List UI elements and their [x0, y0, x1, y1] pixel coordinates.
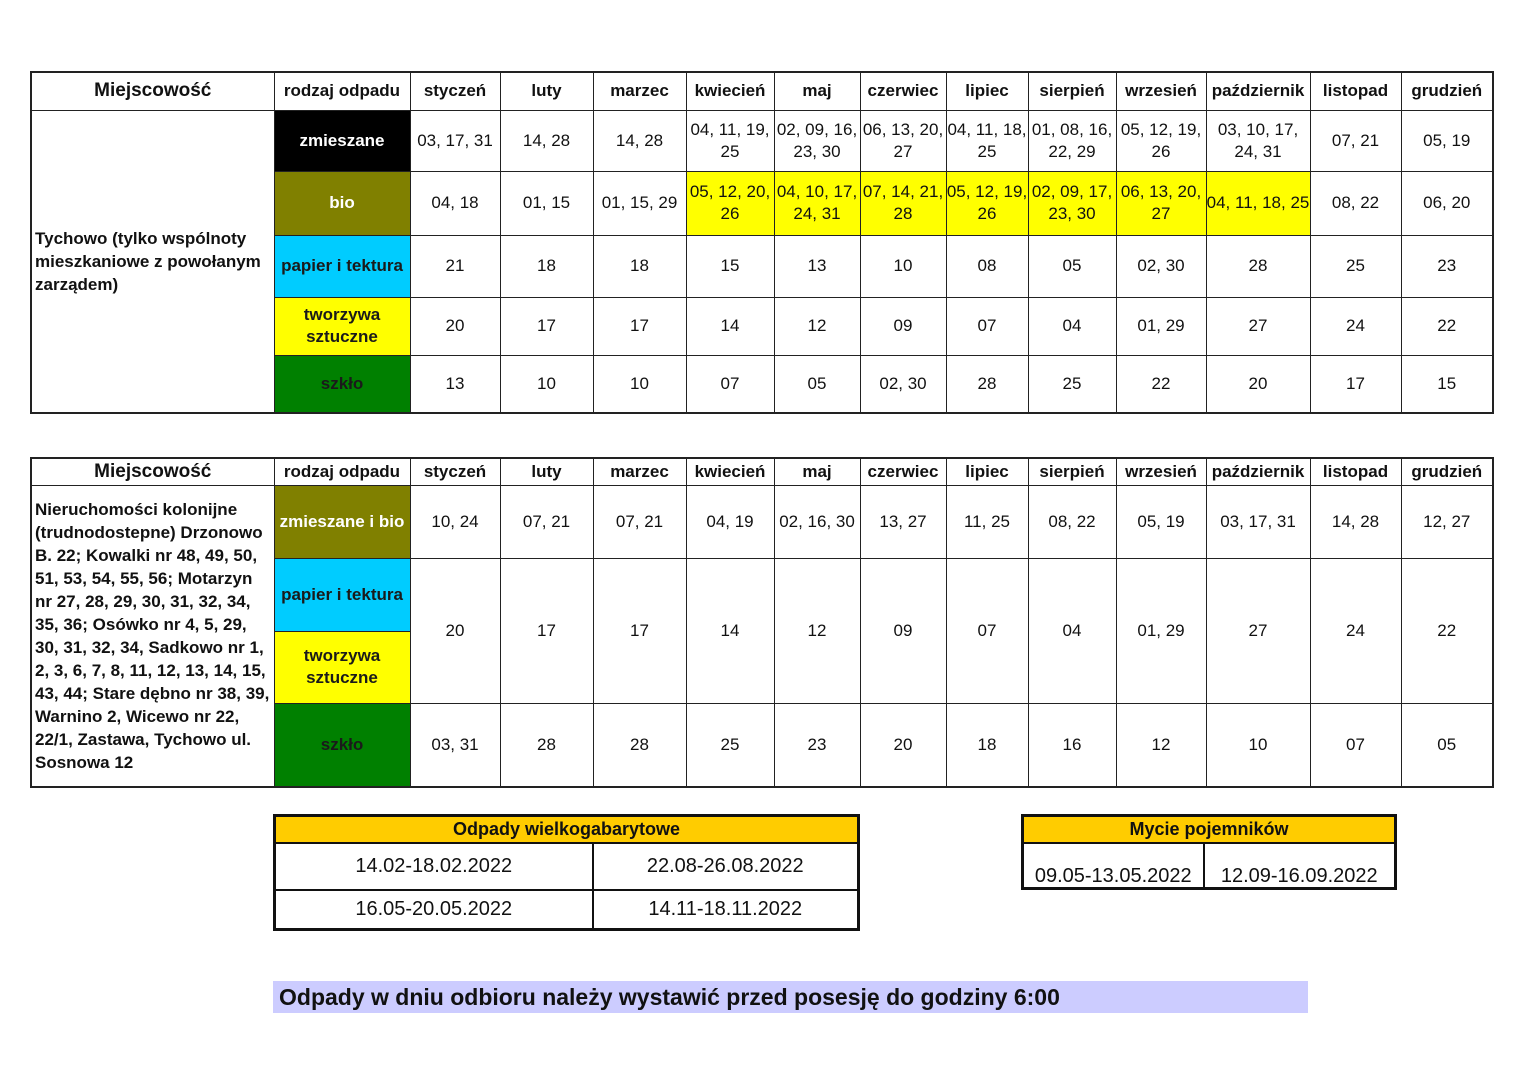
- date-cell: 05: [1401, 703, 1493, 787]
- location-header: Miejscowość: [31, 72, 274, 110]
- date-cell: 03, 31: [410, 703, 500, 787]
- waste-type-bio: bio: [274, 171, 410, 235]
- date-cell: 01, 15: [500, 171, 593, 235]
- date-cell: 02, 30: [860, 355, 946, 413]
- date-cell: 15: [686, 235, 774, 297]
- month-header: styczeń: [410, 458, 500, 485]
- header-row: [31, 458, 1493, 485]
- month-header: maj: [774, 458, 860, 485]
- month-header: kwiecień: [686, 72, 774, 110]
- bulky-date: 22.08-26.08.2022: [593, 843, 859, 890]
- date-cell: 02, 16, 30: [774, 485, 860, 558]
- date-cell: 12: [774, 297, 860, 355]
- washing-date: 12.09-16.09.2022: [1204, 843, 1396, 889]
- month-header: styczeń: [410, 72, 500, 110]
- date-cell: 21: [410, 235, 500, 297]
- date-cell: 01, 08, 16, 22, 29: [1028, 110, 1116, 171]
- date-cell: 22: [1401, 558, 1493, 703]
- month-header: lipiec: [946, 458, 1028, 485]
- date-cell: 03, 10, 17, 24, 31: [1206, 110, 1310, 171]
- date-cell: 24: [1310, 558, 1401, 703]
- month-header: wrzesień: [1116, 458, 1206, 485]
- bulky-waste-table: [273, 814, 860, 931]
- schedule-table-colonies: [30, 457, 1494, 788]
- date-cell-highlighted: 05, 12, 19, 26: [946, 171, 1028, 235]
- month-header: październik: [1206, 72, 1310, 110]
- date-cell: 05, 19: [1401, 110, 1493, 171]
- location-cell: Nieruchomości kolonijne (trudnodostepne) Drzonowo B. 22; Kowalki nr 48, 49, 50, 51, 53, 54, 55, 56; Motarzyn nr 27, 28, 29, 30, 31, 32, 34, 35, 36; Osówko nr 4, 5, 29, 30, 31, 32, 34, Sadkowo nr 1, 2, 3, 6, 7, 8, 11, 12, 13, 14, 15, 43, 44; Stare dębno nr 38, 39, Warnino 2, Wicewo nr 22, 22/1, Zastawa, Tychowo ul. Sosnowa 12: [31, 485, 274, 787]
- waste-type-paper: papier i tektura: [274, 235, 410, 297]
- date-cell: 20: [860, 703, 946, 787]
- month-header: listopad: [1310, 458, 1401, 485]
- date-cell: 06, 13, 20, 27: [860, 110, 946, 171]
- date-cell-highlighted: 06, 13, 20, 27: [1116, 171, 1206, 235]
- date-cell: 10: [860, 235, 946, 297]
- date-cell: 22: [1401, 297, 1493, 355]
- date-cell: 28: [500, 703, 593, 787]
- date-cell-highlighted: 04, 11, 18, 25: [1206, 171, 1310, 235]
- date-cell: 09: [860, 558, 946, 703]
- date-cell: 14: [686, 297, 774, 355]
- location-header: Miejscowość: [31, 458, 274, 485]
- date-cell: 03, 17, 31: [410, 110, 500, 171]
- date-cell: 28: [1206, 235, 1310, 297]
- waste-type-header: rodzaj odpadu: [274, 72, 410, 110]
- waste-type-paper: papier i tektura: [274, 558, 410, 631]
- location-cell: Tychowo (tylko wspólnoty mieszkaniowe z powołanym zarządem): [31, 110, 274, 413]
- date-cell: 04, 18: [410, 171, 500, 235]
- waste-type-plastic: tworzywa sztuczne: [274, 631, 410, 703]
- date-cell: 14, 28: [593, 110, 686, 171]
- date-cell: 06, 20: [1401, 171, 1493, 235]
- collection-notice: Odpady w dniu odbioru należy wystawić przed posesję do godziny 6:00: [273, 981, 1308, 1013]
- bulky-date: 16.05-20.05.2022: [275, 890, 593, 930]
- date-cell: 05: [774, 355, 860, 413]
- date-cell: 20: [410, 558, 500, 703]
- date-cell: 25: [1310, 235, 1401, 297]
- row-mixed-bio: [31, 485, 1493, 558]
- date-cell: 04: [1028, 297, 1116, 355]
- month-header: luty: [500, 72, 593, 110]
- date-cell: 01, 29: [1116, 558, 1206, 703]
- date-cell: 04, 11, 18, 25: [946, 110, 1028, 171]
- date-cell: 05: [1028, 235, 1116, 297]
- month-header: marzec: [593, 72, 686, 110]
- month-header: luty: [500, 458, 593, 485]
- date-cell: 18: [500, 235, 593, 297]
- washing-date: 09.05-13.05.2022: [1023, 843, 1204, 889]
- date-cell: 08, 22: [1310, 171, 1401, 235]
- date-cell: 20: [1206, 355, 1310, 413]
- date-cell: 07, 21: [500, 485, 593, 558]
- date-cell: 04, 19: [686, 485, 774, 558]
- date-cell: 17: [500, 297, 593, 355]
- month-header: lipiec: [946, 72, 1028, 110]
- date-cell: 07: [686, 355, 774, 413]
- date-cell: 28: [946, 355, 1028, 413]
- date-cell: 28: [593, 703, 686, 787]
- month-header: czerwiec: [860, 72, 946, 110]
- month-header: marzec: [593, 458, 686, 485]
- date-cell: 10, 24: [410, 485, 500, 558]
- month-header: kwiecień: [686, 458, 774, 485]
- date-cell: 13: [774, 235, 860, 297]
- month-header: grudzień: [1401, 458, 1493, 485]
- date-cell: 04: [1028, 558, 1116, 703]
- month-header: czerwiec: [860, 458, 946, 485]
- date-cell: 07, 21: [1310, 110, 1401, 171]
- container-washing-table: [1021, 814, 1397, 890]
- date-cell: 01, 29: [1116, 297, 1206, 355]
- header-row: [31, 72, 1493, 110]
- date-cell: 17: [593, 558, 686, 703]
- date-cell: 18: [593, 235, 686, 297]
- date-cell: 16: [1028, 703, 1116, 787]
- date-cell: 20: [410, 297, 500, 355]
- bulky-date: 14.11-18.11.2022: [593, 890, 859, 930]
- waste-type-header: rodzaj odpadu: [274, 458, 410, 485]
- date-cell: 03, 17, 31: [1206, 485, 1310, 558]
- month-header: wrzesień: [1116, 72, 1206, 110]
- date-cell: 05, 12, 19, 26: [1116, 110, 1206, 171]
- washing-title: Mycie pojemników: [1023, 816, 1396, 843]
- date-cell: 12: [1116, 703, 1206, 787]
- date-cell: 17: [593, 297, 686, 355]
- date-cell: 14: [686, 558, 774, 703]
- date-cell: 14, 28: [1310, 485, 1401, 558]
- bulky-date: 14.02-18.02.2022: [275, 843, 593, 890]
- date-cell-highlighted: 07, 14, 21, 28: [860, 171, 946, 235]
- date-cell: 27: [1206, 297, 1310, 355]
- date-cell-highlighted: 02, 09, 17, 23, 30: [1028, 171, 1116, 235]
- date-cell: 10: [1206, 703, 1310, 787]
- date-cell: 13, 27: [860, 485, 946, 558]
- date-cell: 07: [946, 297, 1028, 355]
- date-cell: 23: [1401, 235, 1493, 297]
- date-cell: 17: [500, 558, 593, 703]
- date-cell: 10: [500, 355, 593, 413]
- schedule-table-communities: [30, 71, 1494, 414]
- date-cell: 08, 22: [1028, 485, 1116, 558]
- date-cell: 12: [774, 558, 860, 703]
- waste-type-glass: szkło: [274, 703, 410, 787]
- date-cell: 14, 28: [500, 110, 593, 171]
- date-cell: 18: [946, 703, 1028, 787]
- date-cell: 25: [686, 703, 774, 787]
- date-cell: 23: [774, 703, 860, 787]
- month-header: sierpień: [1028, 458, 1116, 485]
- date-cell-highlighted: 05, 12, 20, 26: [686, 171, 774, 235]
- waste-type-mixed: zmieszane: [274, 110, 410, 171]
- date-cell: 07: [946, 558, 1028, 703]
- date-cell: 10: [593, 355, 686, 413]
- month-header: grudzień: [1401, 72, 1493, 110]
- month-header: październik: [1206, 458, 1310, 485]
- date-cell: 08: [946, 235, 1028, 297]
- date-cell: 27: [1206, 558, 1310, 703]
- date-cell: 01, 15, 29: [593, 171, 686, 235]
- date-cell: 07, 21: [593, 485, 686, 558]
- date-cell: 13: [410, 355, 500, 413]
- date-cell: 17: [1310, 355, 1401, 413]
- date-cell: 11, 25: [946, 485, 1028, 558]
- date-cell: 25: [1028, 355, 1116, 413]
- month-header: maj: [774, 72, 860, 110]
- date-cell: 02, 09, 16, 23, 30: [774, 110, 860, 171]
- date-cell-highlighted: 04, 10, 17, 24, 31: [774, 171, 860, 235]
- date-cell: 22: [1116, 355, 1206, 413]
- date-cell: 09: [860, 297, 946, 355]
- waste-type-glass: szkło: [274, 355, 410, 413]
- date-cell: 12, 27: [1401, 485, 1493, 558]
- row-mixed: [31, 110, 1493, 171]
- waste-type-mixed-bio: zmieszane i bio: [274, 485, 410, 558]
- month-header: listopad: [1310, 72, 1401, 110]
- bulky-waste-title: Odpady wielkogabarytowe: [275, 816, 859, 843]
- waste-type-plastic: tworzywa sztuczne: [274, 297, 410, 355]
- date-cell: 24: [1310, 297, 1401, 355]
- month-header: sierpień: [1028, 72, 1116, 110]
- date-cell: 04, 11, 19, 25: [686, 110, 774, 171]
- date-cell: 02, 30: [1116, 235, 1206, 297]
- date-cell: 15: [1401, 355, 1493, 413]
- date-cell: 07: [1310, 703, 1401, 787]
- date-cell: 05, 19: [1116, 485, 1206, 558]
